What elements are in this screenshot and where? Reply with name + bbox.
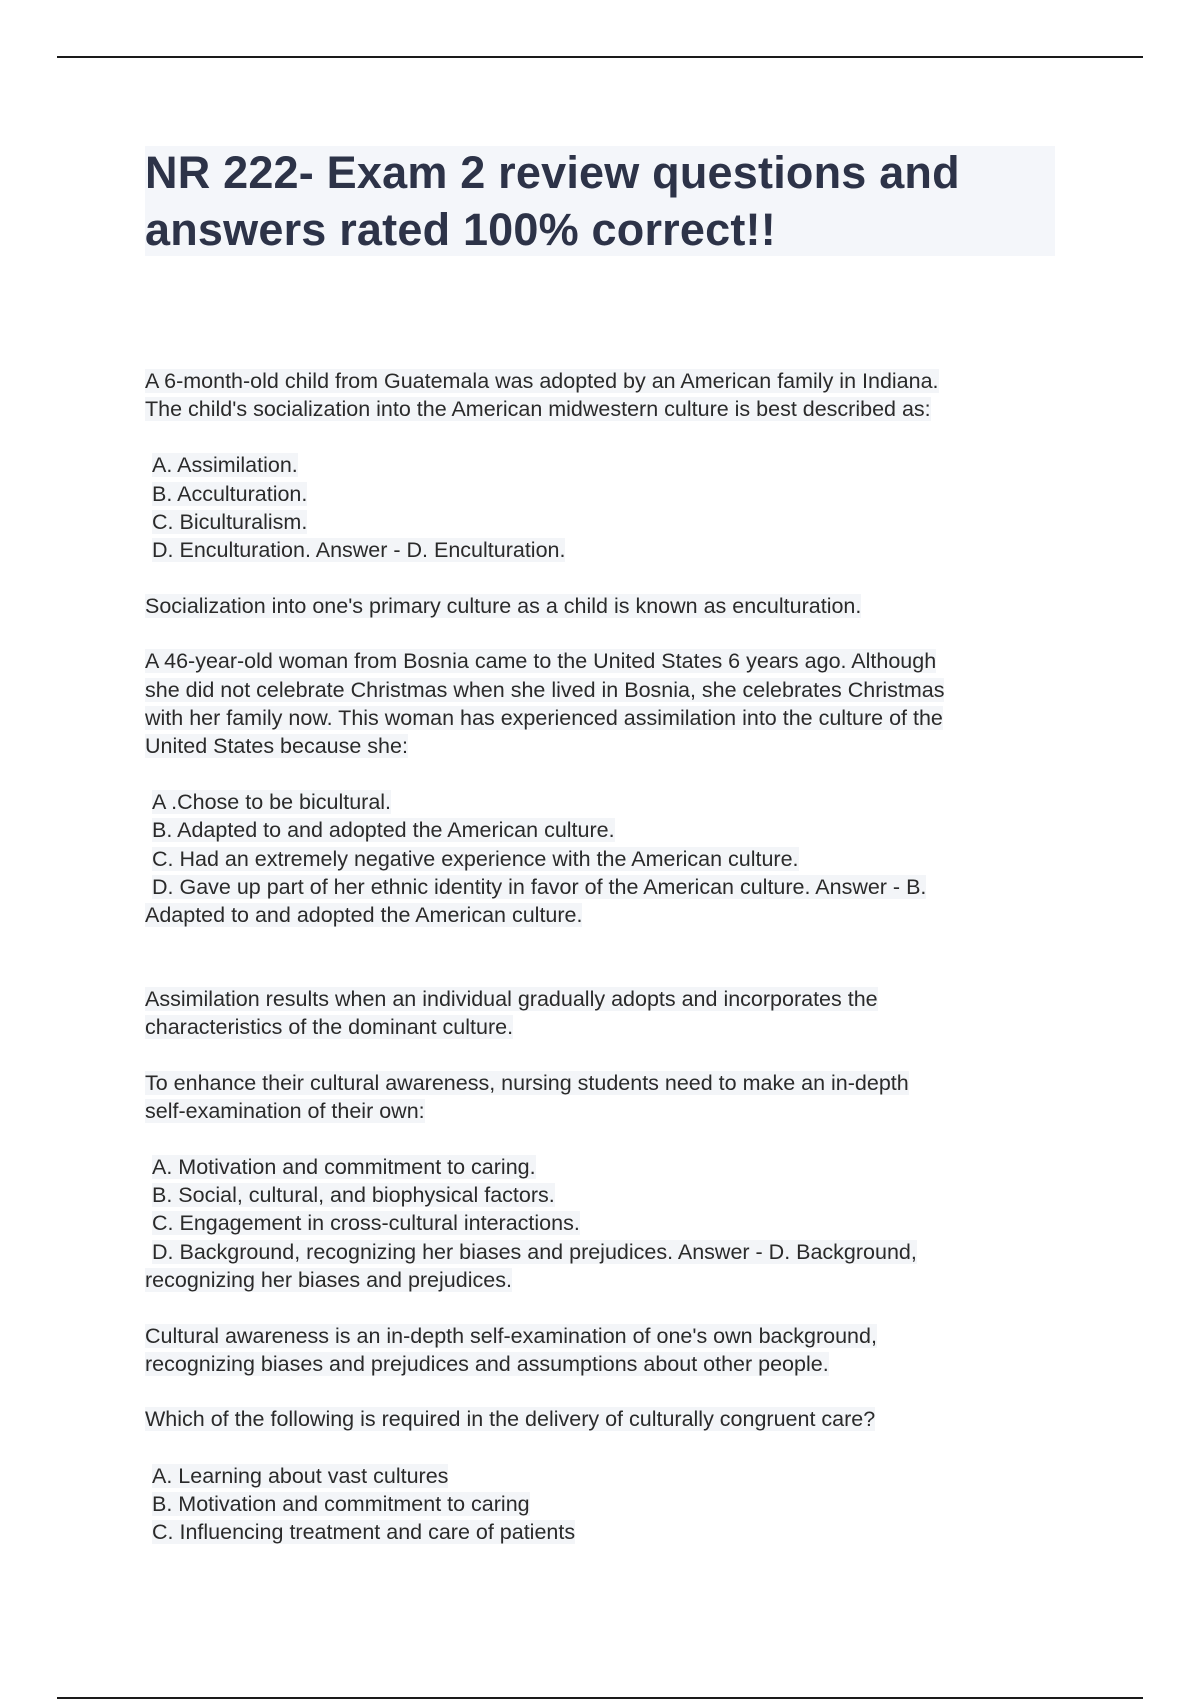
question-4 (145, 1405, 1065, 1546)
question-stem-line: with her family now. This woman has experienced assimilation into the culture of the (145, 705, 943, 730)
question-stem-line: To enhance their cultural awareness, nursing students need to make an in-depth (145, 1070, 909, 1095)
answer-continuation: recognizing her biases and prejudices. (145, 1267, 512, 1292)
answer-option: C. Influencing treatment and care of patients (152, 1520, 576, 1545)
answer-continuation: Adapted to and adopted the American culture. (145, 903, 583, 928)
bottom-divider (57, 1697, 1143, 1699)
answer-option: D. Gave up part of her ethnic identity in favor of the American culture. Answer - B. (152, 874, 927, 899)
question-stem-line: A 6-month-old child from Guatemala was adopted by an American family in Indiana. (145, 369, 939, 393)
rationale-line: Assimilation results when an individual gradually adopts and incorporates the (145, 987, 878, 1012)
rationale-line: recognizing biases and prejudices and assumptions about other people. (145, 1352, 829, 1377)
question-3 (145, 1069, 1065, 1379)
answer-option: B. Acculturation. (152, 481, 308, 506)
question-stem-line: The child's socialization into the American midwestern culture is best described as: (145, 397, 931, 422)
answer-option: C. Biculturalism. (152, 509, 308, 534)
answer-option: C. Engagement in cross-cultural interactions. (152, 1211, 580, 1236)
answer-option: A. Motivation and commitment to caring. (152, 1155, 536, 1180)
document-body (145, 367, 1065, 1546)
answer-option: A. Learning about vast cultures (152, 1463, 449, 1488)
question-stem-line: she did not celebrate Christmas when she lived in Bosnia, she celebrates Christmas (145, 677, 945, 702)
answer-option: D. Background, recognizing her biases and prejudices. Answer - D. Background, (152, 1239, 917, 1264)
title-line-2: answers rated 100% correct!! (145, 204, 776, 255)
question-stem-line: United States because she: (145, 734, 408, 759)
question-stem-line: A 46-year-old woman from Bosnia came to the United States 6 years ago. Although (145, 649, 937, 674)
answer-option: A .Chose to be bicultural. (152, 790, 392, 815)
rationale-line: characteristics of the dominant culture. (145, 1015, 514, 1040)
answer-option: D. Enculturation. Answer - D. Enculturation. (152, 538, 566, 563)
question-stem-line: self-examination of their own: (145, 1098, 425, 1123)
question-stem-line: Which of the following is required in the delivery of culturally congruent care? (145, 1407, 876, 1432)
answer-option: C. Had an extremely negative experience with the American culture. (152, 846, 799, 871)
answer-option: B. Adapted to and adopted the American culture. (152, 818, 615, 843)
answer-option: A. Assimilation. (152, 453, 298, 478)
question-1 (145, 367, 1065, 620)
rationale-line: Socialization into one's primary culture as a child is known as enculturation. (145, 594, 862, 619)
answer-option: B. Motivation and commitment to caring (152, 1491, 530, 1516)
document-title (145, 144, 1045, 258)
rationale-line: Cultural awareness is an in-depth self-examination of one's own background, (145, 1324, 877, 1349)
question-2 (145, 647, 1065, 1041)
title-line-1: NR 222- Exam 2 review questions and (145, 147, 960, 198)
answer-option: B. Social, cultural, and biophysical factors. (152, 1183, 555, 1208)
top-divider (57, 56, 1143, 58)
